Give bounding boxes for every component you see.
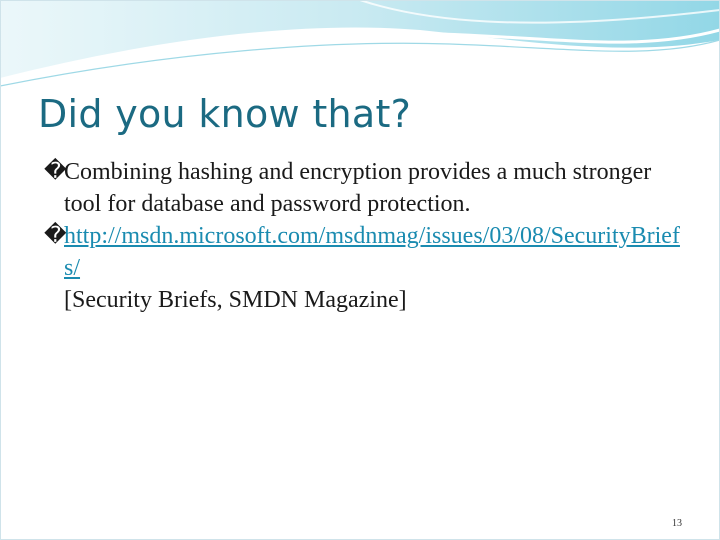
citation-text: [Security Briefs, SMDN Magazine] (64, 287, 407, 313)
slide-body (44, 156, 694, 316)
bullet-item (44, 156, 694, 220)
bullet-marker-icon: � (44, 223, 67, 248)
page-number: 13 (672, 518, 682, 529)
bullet-text: Combining hashing and encryption provides a much stronger tool for database and password protection. (64, 159, 652, 217)
bullet-marker-icon: � (44, 159, 67, 184)
bullet-item (44, 220, 694, 316)
slide-title: Did you know that? (38, 92, 412, 136)
security-briefs-link[interactable]: http://msdn.microsoft.com/msdnmag/issues/03/08/SecurityBriefs/ (64, 223, 680, 281)
